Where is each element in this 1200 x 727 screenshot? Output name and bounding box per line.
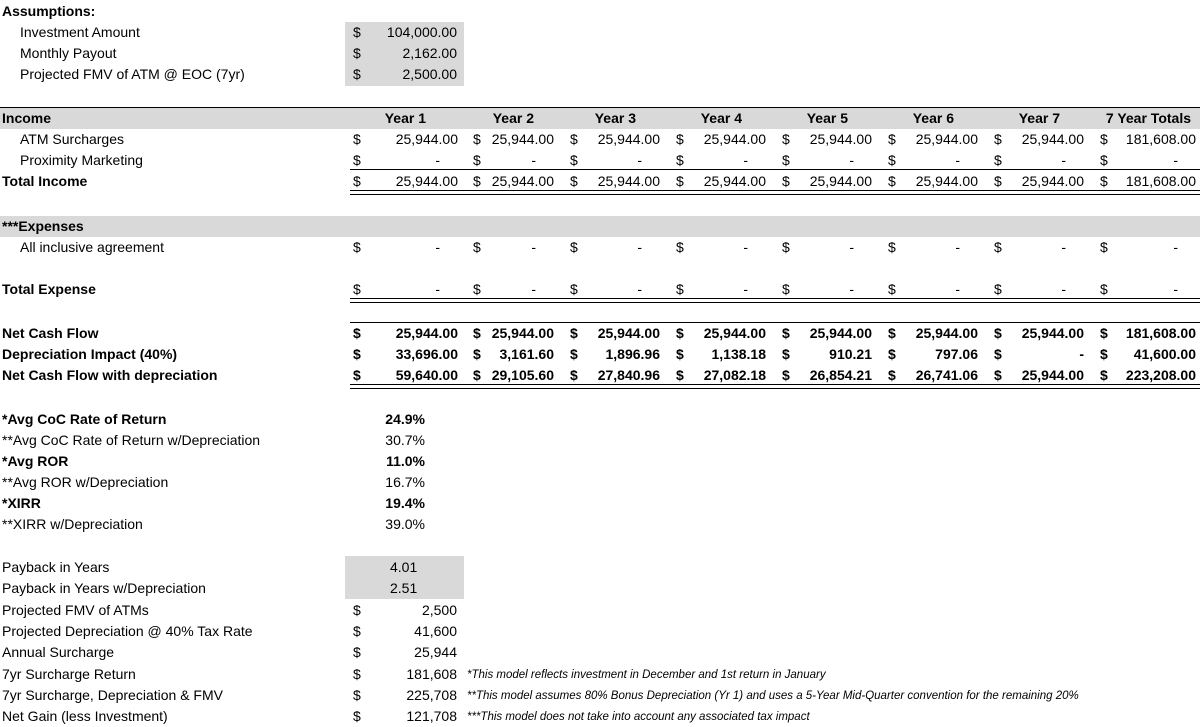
cell-value: - <box>531 281 536 297</box>
currency-symbol: $ <box>888 152 896 168</box>
currency-symbol: $ <box>994 239 1002 255</box>
assumption-label: Investment Amount <box>20 24 140 40</box>
currency-symbol: $ <box>676 131 684 147</box>
currency-symbol: $ <box>994 325 1002 341</box>
currency-symbol: $ <box>1100 367 1108 383</box>
year-header: Year 7 <box>1018 110 1060 126</box>
cell-value: 25,944.00 <box>809 325 872 341</box>
currency-symbol: $ <box>353 45 361 61</box>
cell-value: - <box>637 152 642 168</box>
total-expense-label: Total Expense <box>2 281 96 297</box>
cell-value: 25,944.00 <box>395 173 458 189</box>
summary-label: Projected Depreciation @ 40% Tax Rate <box>2 623 253 639</box>
cell-value: - <box>849 281 854 297</box>
cell-value: - <box>955 152 960 168</box>
cell-value: 25,944.00 <box>491 325 554 341</box>
currency-symbol: $ <box>782 346 790 362</box>
currency-symbol: $ <box>1100 239 1108 255</box>
currency-symbol: $ <box>473 239 481 255</box>
cell-value: 797.06 <box>935 346 978 362</box>
depreciation-impact-label: Depreciation Impact (40%) <box>2 346 178 362</box>
year-header: Year 6 <box>912 110 954 126</box>
currency-symbol: $ <box>676 367 684 383</box>
cell-value: - <box>1061 239 1066 255</box>
currency-symbol: $ <box>888 367 896 383</box>
return-metric-label: *XIRR <box>2 495 41 511</box>
assumption-value: 2,162.00 <box>402 45 457 61</box>
year-header: 7 Year Totals <box>1105 110 1191 126</box>
currency-symbol: $ <box>676 173 684 189</box>
cell-value: 27,082.18 <box>703 367 766 383</box>
summary-value: 41,600 <box>414 623 457 639</box>
cell-value: 25,944.00 <box>915 325 978 341</box>
summary-label: Annual Surcharge <box>2 644 115 660</box>
currency-symbol: $ <box>888 281 896 297</box>
currency-symbol: $ <box>888 131 896 147</box>
currency-symbol: $ <box>1100 131 1108 147</box>
currency-symbol: $ <box>1100 325 1108 341</box>
cell-value: 25,944.00 <box>597 131 660 147</box>
summary-value: 2,500 <box>421 602 457 618</box>
cell-value: 25,944.00 <box>1021 131 1084 147</box>
currency-symbol: $ <box>353 325 361 341</box>
currency-symbol: $ <box>353 239 361 255</box>
currency-symbol: $ <box>353 708 361 724</box>
currency-symbol: $ <box>994 367 1002 383</box>
cell-value: 25,944.00 <box>915 131 978 147</box>
currency-symbol: $ <box>1100 346 1108 362</box>
cell-value: 181,608.00 <box>1125 325 1196 341</box>
cell-value: - <box>435 239 440 255</box>
expenses-header-band <box>0 216 1200 237</box>
year-header: Year 1 <box>384 110 426 126</box>
cell-value: 25,944.00 <box>597 173 660 189</box>
currency-symbol: $ <box>570 325 578 341</box>
summary-value: 121,708 <box>406 708 457 724</box>
net-cash-flow-top-rule <box>350 322 1200 323</box>
currency-symbol: $ <box>676 239 684 255</box>
cell-value: - <box>743 239 748 255</box>
currency-symbol: $ <box>353 602 361 618</box>
summary-label: Projected FMV of ATMs <box>2 602 149 618</box>
cell-value: 25,944.00 <box>597 325 660 341</box>
return-metric-value: 30.7% <box>385 432 425 448</box>
summary-value: 181,608 <box>406 666 457 682</box>
cell-value: 25,944.00 <box>1021 367 1084 383</box>
assumption-label: Monthly Payout <box>20 45 117 61</box>
currency-symbol: $ <box>570 281 578 297</box>
currency-symbol: $ <box>473 173 481 189</box>
cell-value: 223,208.00 <box>1125 367 1196 383</box>
cell-value: 26,854.21 <box>809 367 872 383</box>
currency-symbol: $ <box>473 152 481 168</box>
currency-symbol: $ <box>353 644 361 660</box>
cell-value: 25,944.00 <box>809 173 872 189</box>
currency-symbol: $ <box>473 367 481 383</box>
footnote: ***This model does not take into account any associated tax impact <box>467 711 810 723</box>
currency-symbol: $ <box>473 346 481 362</box>
assumptions-title: Assumptions: <box>2 3 96 19</box>
net-cash-flow-double-underline <box>350 384 1200 389</box>
currency-symbol: $ <box>782 281 790 297</box>
currency-symbol: $ <box>1100 173 1108 189</box>
return-metric-value: 11.0% <box>386 453 425 469</box>
return-metric-value: 39.0% <box>385 516 425 532</box>
assumption-label: Projected FMV of ATM @ EOC (7yr) <box>20 66 245 82</box>
cell-value: - <box>1173 281 1178 297</box>
summary-label: 7yr Surcharge, Depreciation & FMV <box>2 687 223 703</box>
currency-symbol: $ <box>570 367 578 383</box>
all-inclusive-agreement-label: All inclusive agreement <box>20 239 164 255</box>
cell-value: 41,600.00 <box>1133 346 1196 362</box>
net-cash-flow-with-depreciation-label: Net Cash Flow with depreciation <box>2 367 218 383</box>
cell-value: 181,608.00 <box>1125 131 1196 147</box>
cell-value: 25,944.00 <box>1021 325 1084 341</box>
summary-label: Net Gain (less Investment) <box>2 708 168 724</box>
currency-symbol: $ <box>782 367 790 383</box>
cell-value: 26,741.06 <box>915 367 978 383</box>
currency-symbol: $ <box>353 131 361 147</box>
year-header: Year 5 <box>806 110 848 126</box>
currency-symbol: $ <box>888 346 896 362</box>
cell-value: - <box>637 281 642 297</box>
currency-symbol: $ <box>994 131 1002 147</box>
footnote: *This model reflects investment in December and 1st return in January <box>467 669 826 681</box>
cell-value: 3,161.60 <box>499 346 554 362</box>
currency-symbol: $ <box>676 281 684 297</box>
currency-symbol: $ <box>782 239 790 255</box>
currency-symbol: $ <box>570 239 578 255</box>
return-metric-value: 24.9% <box>385 411 425 427</box>
return-metric-label: *Avg ROR <box>2 453 69 469</box>
currency-symbol: $ <box>353 666 361 682</box>
cell-value: - <box>1061 281 1066 297</box>
cell-value: 27,840.96 <box>597 367 660 383</box>
currency-symbol: $ <box>782 325 790 341</box>
cell-value: 25,944.00 <box>491 173 554 189</box>
cell-value: - <box>849 152 854 168</box>
footnote: **This model assumes 80% Bonus Depreciation (Yr 1) and uses a 5-Year Mid-Quarter convention for the remaining 20% <box>467 690 1079 702</box>
currency-symbol: $ <box>473 131 481 147</box>
currency-symbol: $ <box>1100 152 1108 168</box>
assumption-value: 104,000.00 <box>386 24 457 40</box>
cell-value: 25,944.00 <box>491 131 554 147</box>
currency-symbol: $ <box>353 367 361 383</box>
cell-value: - <box>531 239 536 255</box>
currency-symbol: $ <box>888 173 896 189</box>
cell-value: 910.21 <box>829 346 872 362</box>
cell-value: 25,944.00 <box>703 325 766 341</box>
cell-value: 29,105.60 <box>491 367 554 383</box>
expenses-title: ***Expenses <box>2 218 84 234</box>
cell-value: - <box>637 239 642 255</box>
return-metric-label: **XIRR w/Depreciation <box>2 516 143 532</box>
currency-symbol: $ <box>888 239 896 255</box>
proximity-underline <box>350 169 1200 170</box>
cell-value: - <box>435 152 440 168</box>
currency-symbol: $ <box>782 152 790 168</box>
return-metric-label: *Avg CoC Rate of Return <box>2 411 167 427</box>
summary-value: 225,708 <box>406 687 457 703</box>
currency-symbol: $ <box>353 687 361 703</box>
atm-surcharges-label: ATM Surcharges <box>20 131 124 147</box>
cell-value: - <box>435 281 440 297</box>
currency-symbol: $ <box>676 325 684 341</box>
currency-symbol: $ <box>994 346 1002 362</box>
currency-symbol: $ <box>994 173 1002 189</box>
currency-symbol: $ <box>782 173 790 189</box>
cell-value: 1,896.96 <box>605 346 660 362</box>
cell-value: 25,944.00 <box>703 131 766 147</box>
cell-value: 33,696.00 <box>395 346 458 362</box>
currency-symbol: $ <box>570 346 578 362</box>
currency-symbol: $ <box>676 152 684 168</box>
cell-value: - <box>1079 346 1084 362</box>
proximity-marketing-label: Proximity Marketing <box>20 152 143 168</box>
summary-value: 2.51 <box>390 580 418 596</box>
total-income-double-underline <box>350 190 1200 195</box>
currency-symbol: $ <box>473 281 481 297</box>
currency-symbol: $ <box>1100 281 1108 297</box>
total-income-label: Total Income <box>2 173 88 189</box>
summary-label: 7yr Surcharge Return <box>2 666 136 682</box>
total-expense-double-underline <box>350 298 1200 303</box>
cell-value: - <box>955 281 960 297</box>
income-title: Income <box>2 110 52 126</box>
currency-symbol: $ <box>473 325 481 341</box>
summary-label: Payback in Years w/Depreciation <box>2 580 206 596</box>
net-cash-flow-label: Net Cash Flow <box>2 325 99 341</box>
cell-value: - <box>743 281 748 297</box>
cell-value: - <box>849 239 854 255</box>
cell-value: 25,944.00 <box>809 131 872 147</box>
currency-symbol: $ <box>994 152 1002 168</box>
cell-value: 25,944.00 <box>1021 173 1084 189</box>
currency-symbol: $ <box>353 66 361 82</box>
currency-symbol: $ <box>570 152 578 168</box>
currency-symbol: $ <box>353 152 361 168</box>
cell-value: - <box>1173 239 1178 255</box>
currency-symbol: $ <box>353 173 361 189</box>
summary-label: Payback in Years <box>2 559 110 575</box>
year-header: Year 4 <box>700 110 742 126</box>
return-metric-label: **Avg CoC Rate of Return w/Depreciation <box>2 432 261 448</box>
currency-symbol: $ <box>353 623 361 639</box>
currency-symbol: $ <box>353 281 361 297</box>
cell-value: 1,138.18 <box>711 346 766 362</box>
return-metric-value: 16.7% <box>385 474 425 490</box>
section-top-rule <box>0 107 1200 108</box>
return-metric-label: **Avg ROR w/Depreciation <box>2 474 169 490</box>
currency-symbol: $ <box>570 173 578 189</box>
assumption-value: 2,500.00 <box>402 66 457 82</box>
cell-value: - <box>743 152 748 168</box>
cell-value: 181,608.00 <box>1125 173 1196 189</box>
currency-symbol: $ <box>676 346 684 362</box>
cell-value: 25,944.00 <box>395 131 458 147</box>
summary-value: 4.01 <box>390 559 418 575</box>
cell-value: - <box>955 239 960 255</box>
year-header: Year 2 <box>492 110 534 126</box>
currency-symbol: $ <box>782 131 790 147</box>
cell-value: 25,944.00 <box>915 173 978 189</box>
cell-value: 59,640.00 <box>395 367 458 383</box>
cell-value: 25,944.00 <box>703 173 766 189</box>
return-metric-value: 19.4% <box>385 495 425 511</box>
cell-value: - <box>531 152 536 168</box>
currency-symbol: $ <box>353 346 361 362</box>
currency-symbol: $ <box>570 131 578 147</box>
currency-symbol: $ <box>353 24 361 40</box>
year-header: Year 3 <box>594 110 636 126</box>
currency-symbol: $ <box>888 325 896 341</box>
cell-value: - <box>1173 152 1178 168</box>
cell-value: 25,944.00 <box>395 325 458 341</box>
currency-symbol: $ <box>994 281 1002 297</box>
summary-value: 25,944 <box>414 644 457 660</box>
cell-value: - <box>1061 152 1066 168</box>
